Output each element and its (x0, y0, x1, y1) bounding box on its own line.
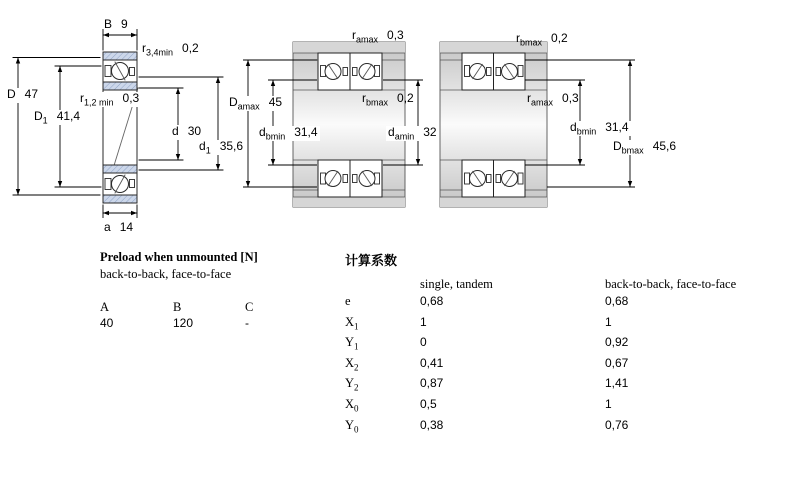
factor-row-label: $X_2$ (345, 355, 359, 373)
factor-value: 1,41 (605, 376, 629, 391)
preload-value-C: - (245, 316, 249, 330)
factor-value: 0 (420, 335, 427, 350)
factor-value: 0,68 (420, 294, 444, 308)
factor-value: 0,67 (605, 355, 629, 370)
dim-label-r12: $r_{1,2 min}$ 0,3 (80, 91, 140, 108)
dim-label-dbmin-left: $d_{bmin}$ 31,4 (259, 125, 318, 142)
factor-row-label: $X_1$ (345, 314, 359, 332)
dim-label-B: B 9 (104, 17, 128, 31)
dim-label-rbmax-left: $r_{bmax}$ 0,2 (362, 91, 414, 108)
figure-pair-left (243, 42, 423, 207)
factors-title: 计算系数 (345, 253, 398, 268)
factor-row-label: $Y_1$ (345, 335, 359, 352)
calculation-factors-table (345, 250, 785, 437)
preload-title: Preload when unmounted [N] (100, 250, 258, 264)
dim-label-D: D 47 (5, 88, 40, 103)
preload-table (100, 250, 360, 331)
dim-label-a: a 14 (104, 220, 134, 234)
factor-value: 1 (420, 314, 427, 329)
factor-value: 1 (605, 396, 612, 411)
dim-label-rbmax-right: $r_{bmax}$ 0,2 (516, 31, 568, 48)
dim-label-r34: $r_{3,4min}$ 0,2 (142, 41, 199, 58)
factor-value: 0,5 (420, 396, 437, 411)
dim-label-D1: $D_1$ 41,4 (34, 109, 81, 126)
preload-col-C: C (245, 300, 254, 314)
preload-grid (100, 299, 360, 331)
factor-row-label: $X_0$ (345, 396, 359, 414)
factors-grid (345, 276, 785, 437)
factor-value: 0,68 (605, 294, 629, 308)
factor-row-label: $Y_2$ (345, 376, 359, 393)
dim-label-Damax: $D_{amax}$ 45 (229, 95, 283, 112)
factors-col-single-tandem: single, tandem (420, 277, 493, 291)
dim-label-d: d 30 (170, 125, 203, 140)
preload-subtitle: back-to-back, face-to-face (100, 267, 232, 281)
factors-col-back-to-back: back-to-back, face-to-face (605, 277, 737, 291)
dim-label-ramax-left: $r_{amax}$ 0,3 (352, 28, 404, 45)
factor-value: 1 (605, 314, 612, 329)
preload-col-B: B (173, 300, 182, 314)
dim-label-damin: $d_{amin}$ 32 (388, 125, 437, 142)
dim-label-ramax-right: $r_{amax}$ 0,3 (527, 91, 579, 108)
factor-row-label: $Y_0$ (345, 417, 359, 435)
factor-value: 0,87 (420, 376, 444, 391)
factor-value: 0,76 (605, 417, 629, 432)
preload-col-A: A (100, 300, 110, 314)
factor-value: 0,92 (605, 335, 629, 350)
factor-row-label: e (345, 294, 351, 308)
dim-label-dbmin-right: $d_{bmin}$ 31,4 (570, 120, 629, 137)
dim-label-d1: $d_1$ 35,6 (199, 139, 244, 156)
factor-value: 0,41 (420, 355, 444, 370)
factors-corner-cell (345, 276, 420, 293)
dim-label-Dbmax: $D_{bmax}$ 45,6 (613, 139, 677, 156)
preload-value-B: 120 (173, 316, 194, 330)
factor-value: 0,38 (420, 417, 444, 432)
preload-value-A: 40 (100, 316, 114, 330)
